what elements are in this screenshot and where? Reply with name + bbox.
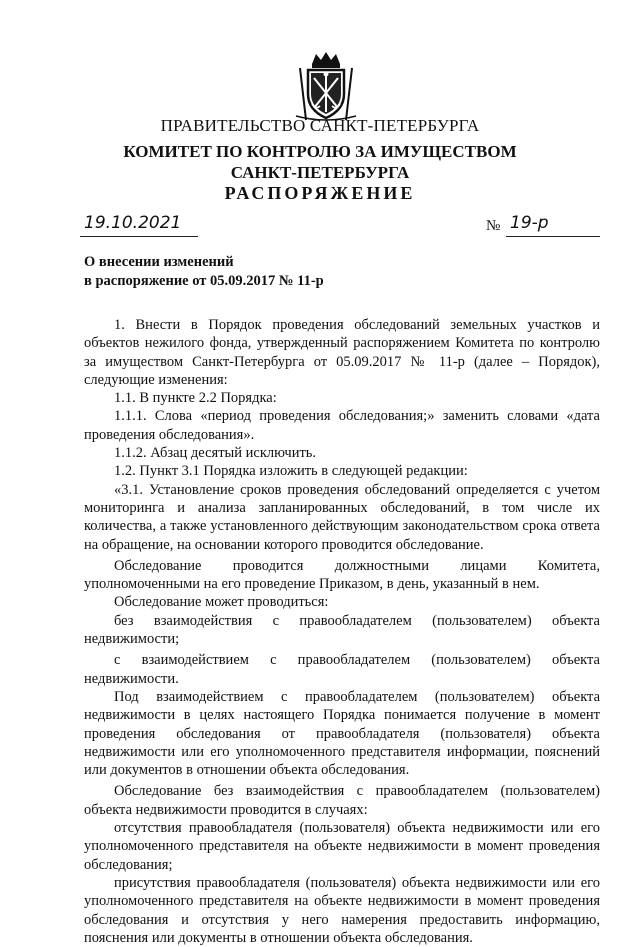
document-date: 19.10.2021	[84, 213, 182, 233]
body-paragraph: с взаимодействием с правообладателем (пользователем) объекта недвижимости.	[84, 652, 600, 687]
subject-line2: в распоряжение от 05.09.2017 № 11-р	[84, 273, 324, 289]
body-paragraph: отсутствия правообладателя (пользователя) объекта недвижимости или его уполномоченного представителя на объекте недвижимости в момент проведения обследования;	[84, 820, 600, 873]
date-underline	[80, 236, 198, 237]
committee-title	[0, 141, 640, 183]
body-paragraph: 1. Внести в Порядок проведения обследований земельных участков и объектов нежилого фонда, утвержденный распоряжением Комитета по контролю за имуществом Санкт-Петербурга от 05.09.2017 № 11-р (далее – Порядок), следующие изменения:	[84, 317, 600, 388]
document-number: 19-р	[510, 213, 549, 233]
body-paragraph: Обследование проводится должностными лицами Комитета, уполномоченными на его проведение Приказом, в день, указанный в нем.	[84, 557, 600, 593]
body-paragraph: присутствия правообладателя (пользователя) объекта недвижимости или его уполномоченного представителя на объекте недвижимости в момент проведения обследования и отсутствия у него намерения предоставить информацию, пояснения или документы в отношении объекта обследования.	[84, 874, 600, 946]
body-paragraph: 1.1. В пункте 2.2 Порядка:	[114, 390, 277, 407]
document-type: РАСПОРЯЖЕНИЕ	[224, 183, 416, 203]
body-paragraph: без взаимодействия с правообладателем (пользователем) объекта недвижимости;	[84, 612, 600, 648]
document-subject	[84, 253, 324, 291]
body-paragraph: Обследование может проводиться:	[114, 594, 329, 611]
committee-title-line2: САНКТ-ПЕТЕРБУРГА	[230, 163, 410, 182]
number-underline	[506, 236, 600, 237]
body-paragraph: Обследование без взаимодействия с правообладателем (пользователем) объекта недвижимости проводится в случаях:	[84, 783, 600, 818]
coat-of-arms-icon	[294, 50, 358, 122]
body-paragraph: Под взаимодействием с правообладателем (пользователем) объекта недвижимости в целях настоящего Порядка понимается получение в момент проведения обследования от правообладателя (пользователя) объекта недвижимости или его уполномоченного представителя информации, пояснений или документов в отношении объекта обследования.	[84, 688, 600, 779]
document-body	[84, 316, 600, 947]
body-paragraph: 1.1.1. Слова «период проведения обследования;» заменить словами «дата проведения обследования».	[84, 408, 600, 443]
subject-line1: О внесении изменений	[84, 254, 234, 270]
body-paragraph: 1.2. Пункт 3.1 Порядка изложить в следующей редакции:	[114, 463, 468, 480]
body-paragraph: «3.1. Установление сроков проведения обследований определяется с учетом мониторинга и анализа запланированных обследований, в том числе их количества, а также установленного действующим законодательством срока ответа на обращение, на основании которого проводится обследование.	[84, 481, 600, 553]
number-label: №	[486, 218, 501, 234]
government-title: ПРАВИТЕЛЬСТВО САНКТ-ПЕТЕРБУРГА	[160, 116, 480, 135]
committee-title-line1: КОМИТЕТ ПО КОНТРОЛЮ ЗА ИМУЩЕСТВОМ	[123, 142, 517, 161]
body-paragraph: 1.1.2. Абзац десятый исключить.	[114, 445, 317, 462]
